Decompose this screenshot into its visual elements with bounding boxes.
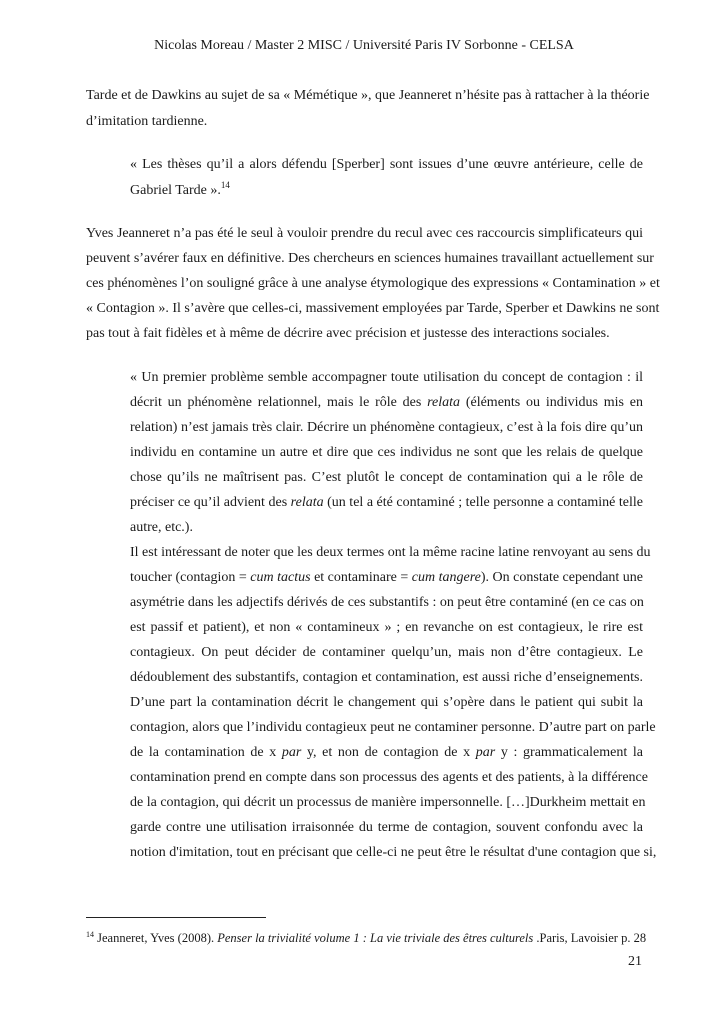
quote-italic: par: [475, 745, 496, 760]
quote-italic: cum tactus: [250, 570, 311, 585]
quote-text: et contaminare =: [310, 570, 412, 585]
footnote-reference: 14: [220, 180, 230, 190]
quote-text: de la contamination de x: [130, 745, 282, 760]
footnote-separator: [86, 917, 266, 918]
paragraph-line: ces phénomènes l’on souligné grâce à une analyse étymologique des expressions « Contamination » et: [86, 276, 660, 291]
quote-text: toucher (contagion =: [130, 570, 251, 585]
running-header: Nicolas Moreau / Master 2 MISC / Université Paris IV Sorbonne - CELSA: [154, 38, 574, 53]
quote-line: garde contre une utilisation irraisonnée du terme de contagion, souvent confondu avec la: [130, 820, 643, 835]
quote-italic: relata: [427, 395, 461, 410]
quote-line: [130, 182, 643, 200]
paragraph-line: Yves Jeanneret n’a pas été le seul à vouloir prendre du recul avec ces raccourcis simplificateurs qui: [86, 226, 643, 241]
quote-line: asymétrie dans les adjectifs dérivés de ces substantifs : on peut être contaminé (en ce cas on: [130, 595, 644, 610]
paragraph-line: pas tout à fait fidèles et à même de décrire avec précision et justesse des interactions sociales.: [86, 326, 610, 341]
quote-line: de la contagion, qui décrit un processus de manière impersonnelle. […]Durkheim mettait en: [130, 795, 646, 810]
quote-line: « Un premier problème semble accompagner toute utilisation du concept de contagion : il: [130, 370, 643, 385]
quote-text: Gabriel Tarde ».: [130, 183, 221, 198]
quote-line: relation) n’est jamais très clair. Décrire un phénomène contagieux, c’est à la fois dire qu’un: [130, 420, 643, 435]
quote-line: « Les thèses qu’il a alors défendu [Sperber] sont issues d’une œuvre antérieure, celle de: [130, 157, 643, 172]
quote-line: dédoublement des substantifs, contagion et contamination, est aussi riche d’enseignements.: [130, 670, 643, 685]
footnote-publisher: .Paris, Lavoisier p. 28: [533, 931, 647, 945]
quote-text: ). On constate cependant une: [480, 570, 644, 585]
quote-text: y, et non de contagion de x: [301, 745, 476, 760]
quote-line: contagieux. On peut décider de contaminer quelqu’un, mais non d’être contagieux. Le: [130, 645, 643, 660]
quote-line: individu en contamine un autre et dire que ces individus ne sont que les relais de quelque: [130, 445, 643, 460]
quote-line: autre, etc.).: [130, 520, 193, 535]
quote-italic: par: [281, 745, 302, 760]
quote-text: y : grammaticalement la: [495, 745, 643, 760]
paragraph-line: peuvent s’avérer faux en définitive. Des chercheurs en sciences humaines travaillant actuellement sur: [86, 251, 654, 266]
quote-line: contagion, alors que l’individu contagieux peut ne contaminer personne. D’autre part on parle: [130, 720, 656, 735]
quote-line: Il est intéressant de noter que les deux termes ont la même racine latine renvoyant au sens du: [130, 545, 651, 560]
quote-text: décrit un phénomène relationnel, mais le rôle des: [130, 395, 428, 410]
paragraph-line: Tarde et de Dawkins au sujet de sa « Mémétique », que Jeanneret n’hésite pas à rattacher à la théorie: [86, 88, 650, 103]
quote-line: est passif et patient), et non « contamineux » ; en revanche on est contagieux, le rire est: [130, 620, 643, 635]
quote-text: préciser ce qu’il advient des: [130, 495, 291, 510]
quote-italic: cum tangere: [411, 570, 481, 585]
quote-text: (un tel a été contaminé ; telle personne a contaminé telle: [323, 495, 643, 510]
quote-line: [130, 394, 643, 412]
quote-line: chose qu’ils ne maîtrisent pas. C’est plutôt le concept de contamination qui a le rôle de: [130, 470, 643, 485]
footnote-author: Jeanneret, Yves (2008).: [94, 931, 218, 945]
quote-line: [130, 569, 643, 587]
paragraph-line: « Contagion ». Il s’avère que celles-ci, massivement employées par Tarde, Sperber et Dawkins ne sont: [86, 301, 660, 316]
quote-text: (éléments ou individus mis en: [460, 395, 643, 410]
page-number: 21: [628, 954, 642, 969]
paragraph-line: d’imitation tardienne.: [86, 114, 208, 129]
quote-line: D’une part la contamination décrit le changement qui s’opère dans le patient qui subit la: [130, 695, 643, 710]
footnote-title: Penser la trivialité volume 1 : La vie triviale des êtres culturels: [217, 931, 534, 945]
footnote-number: 14: [86, 930, 94, 939]
quote-italic: relata: [290, 495, 324, 510]
footnote: [86, 930, 646, 946]
quote-line: [130, 744, 643, 762]
quote-line: contamination prend en compte dans son processus des agents et des patients, à la différence: [130, 770, 648, 785]
quote-line: [130, 494, 643, 512]
quote-line: notion d'imitation, tout en précisant que celle-ci ne peut être le résultat d'une contagion que si,: [130, 845, 657, 860]
